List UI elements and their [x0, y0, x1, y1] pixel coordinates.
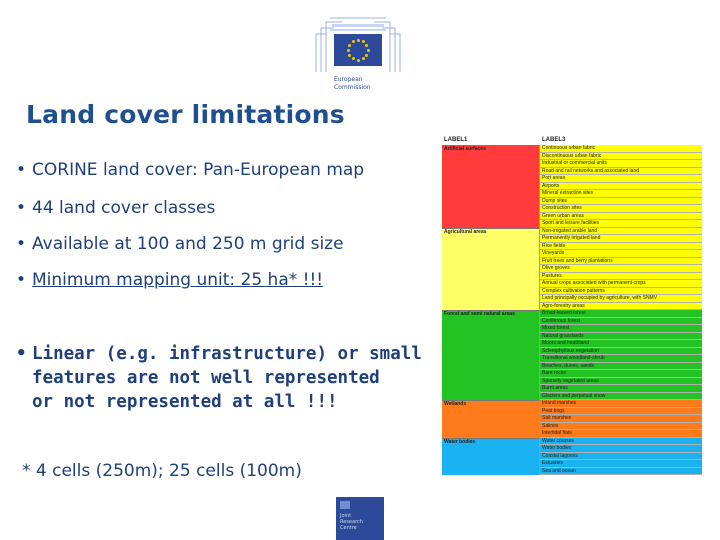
legend-level3-cell: Water courses [540, 438, 702, 446]
legend-level1-cell [442, 273, 540, 281]
legend-level1-cell [442, 288, 540, 296]
legend-level3-cell: Peat bogs [540, 408, 702, 416]
eu-star-icon [365, 44, 368, 47]
legend-level1-cell [442, 363, 540, 371]
legend-level1-cell [442, 205, 540, 213]
legend-level3-cell: Moors and heathland [540, 340, 702, 348]
bullet-item [16, 234, 344, 254]
european-commission-logo [312, 14, 404, 98]
bullet-glyph: • [16, 198, 27, 218]
legend-rows [442, 145, 702, 475]
legend-level3-cell: Discontinuous urban fabric [540, 153, 702, 161]
legend-level3-cell: Natural grasslands [540, 333, 702, 341]
bullet-text: 44 land cover classes [32, 198, 216, 218]
legend-row [442, 228, 702, 236]
legend-level1-cell [442, 423, 540, 431]
legend-level3-cell: Dump sites [540, 198, 702, 206]
legend-header-level1: LABEL1 [444, 137, 468, 143]
legend-row [442, 468, 702, 476]
legend-level1-cell: Artificial surfaces [442, 145, 540, 153]
legend-row [442, 385, 702, 393]
legend-level1-cell [442, 460, 540, 468]
legend-row [442, 325, 702, 333]
legend-row [442, 198, 702, 206]
legend-level3-cell: Glaciers and perpetual snow [540, 393, 702, 401]
bullet-text: Available at 100 and 250 m grid size [32, 234, 344, 254]
legend-row [442, 310, 702, 318]
legend-row [442, 333, 702, 341]
legend-level1-cell [442, 213, 540, 221]
legend-row [442, 205, 702, 213]
legend-level1-cell [442, 280, 540, 288]
legend-row [442, 265, 702, 273]
eu-flag-icon [334, 34, 382, 66]
legend-row [442, 183, 702, 191]
legend-level3-cell: Continuous urban fabric [540, 145, 702, 153]
bullet-item [16, 270, 323, 290]
legend-level1-cell: Agricultural areas [442, 228, 540, 236]
eu-star-icon [367, 49, 370, 52]
legend-row [442, 400, 702, 408]
legend-level1-cell [442, 243, 540, 251]
legend-level3-cell: Sea and ocean [540, 468, 702, 476]
jrc-logo-text: Joint Research Centre [340, 513, 363, 531]
bullet-glyph: • [16, 270, 27, 290]
bullet-line [16, 344, 422, 364]
legend-level1-cell [442, 385, 540, 393]
legend-row [442, 243, 702, 251]
bullet-item [16, 342, 436, 414]
legend-level1-cell [442, 168, 540, 176]
legend-level3-cell: Sport and leisure facilities [540, 220, 702, 228]
bullet-glyph: • [16, 160, 27, 180]
legend-level1-cell [442, 378, 540, 386]
legend-level1-cell [442, 198, 540, 206]
legend-level3-cell: Transitional woodland-shrub [540, 355, 702, 363]
legend-level1-cell [442, 408, 540, 416]
legend-row [442, 235, 702, 243]
legend-level3-cell: Sclerophyllous vegetation [540, 348, 702, 356]
eu-star-icon [357, 59, 360, 62]
legend-level1-cell [442, 325, 540, 333]
legend-level3-cell: Construction sites [540, 205, 702, 213]
legend-level1-cell [442, 468, 540, 476]
legend-level3-cell: Airports [540, 183, 702, 191]
legend-level3-cell: Water bodies [540, 445, 702, 453]
legend-row [442, 348, 702, 356]
legend-row [442, 288, 702, 296]
legend-level3-cell: Port areas [540, 175, 702, 183]
ec-logo-line-1: European [334, 76, 363, 83]
eu-star-icon [362, 57, 365, 60]
legend-level3-cell: Industrial or commercial units [540, 160, 702, 168]
legend-level3-cell: Green urban areas [540, 213, 702, 221]
legend-row [442, 318, 702, 326]
legend-level3-cell: Complex cultivation patterns [540, 288, 702, 296]
ec-logo-text [334, 76, 371, 92]
legend-level1-cell [442, 183, 540, 191]
bullet-line: features are not well represented [32, 368, 380, 388]
legend-row [442, 408, 702, 416]
legend-row [442, 370, 702, 378]
legend-level1-cell [442, 445, 540, 453]
legend-level3-cell: Inland marshes [540, 400, 702, 408]
legend-level3-cell: Beaches, dunes, sands [540, 363, 702, 371]
legend-row [442, 213, 702, 221]
bullet-line: or not represented at all !!! [32, 392, 338, 412]
legend-level1-cell: Forest and semi natural areas [442, 310, 540, 318]
legend-level3-cell: Pastures [540, 273, 702, 281]
legend-row [442, 295, 702, 303]
legend-level1-cell [442, 303, 540, 311]
legend-row [442, 168, 702, 176]
legend-row [442, 280, 702, 288]
legend-row [442, 438, 702, 446]
legend-level1-cell [442, 393, 540, 401]
bullet-text: Minimum mapping unit: 25 ha* !!! [32, 270, 324, 290]
eu-star-icon [362, 40, 365, 43]
eu-star-icon [352, 57, 355, 60]
legend-level1-cell: Water bodies [442, 438, 540, 446]
legend-level1-cell [442, 355, 540, 363]
legend-level3-cell: Mixed forest [540, 325, 702, 333]
eu-star-icon [347, 49, 350, 52]
legend-row [442, 460, 702, 468]
bullet-text: Linear (e.g. infrastructure) or small [32, 344, 422, 364]
eu-star-icon [352, 40, 355, 43]
legend-row [442, 160, 702, 168]
legend-level1-cell [442, 453, 540, 461]
legend-level1-cell [442, 190, 540, 198]
legend-level1-cell [442, 295, 540, 303]
legend-level3-cell: Bare rocks [540, 370, 702, 378]
legend-level1-cell [442, 348, 540, 356]
legend-level1-cell [442, 153, 540, 161]
legend-level3-cell: Mineral extraction sites [540, 190, 702, 198]
legend-row [442, 393, 702, 401]
legend-level1-cell [442, 333, 540, 341]
legend-level1-cell [442, 235, 540, 243]
legend-level3-cell: Broad-leaved forest [540, 310, 702, 318]
legend-row [442, 363, 702, 371]
eu-star-icon [348, 54, 351, 57]
ec-logo-line-2: Commission [334, 84, 371, 91]
legend-row [442, 153, 702, 161]
eu-star-icon [365, 54, 368, 57]
corine-legend-table [442, 136, 702, 475]
legend-level3-cell: Agro-forestry areas [540, 303, 702, 311]
legend-row [442, 175, 702, 183]
eu-star-icon [357, 39, 360, 42]
legend-level1-cell [442, 175, 540, 183]
legend-row [442, 340, 702, 348]
bullet-glyph: • [16, 234, 27, 254]
legend-level3-cell: Estuaries [540, 460, 702, 468]
legend-level1-cell [442, 430, 540, 438]
legend-level1-cell [442, 220, 540, 228]
legend-row [442, 430, 702, 438]
legend-row [442, 258, 702, 266]
legend-level1-cell [442, 265, 540, 273]
legend-level3-cell: Vineyards [540, 250, 702, 258]
legend-level3-cell: Intertidal flats [540, 430, 702, 438]
legend-level1-cell [442, 250, 540, 258]
legend-row [442, 355, 702, 363]
legend-header [442, 136, 702, 145]
legend-row [442, 250, 702, 258]
bullet-item [16, 160, 364, 180]
legend-row [442, 423, 702, 431]
legend-level3-cell: Road and rail networks and associated land [540, 168, 702, 176]
legend-row [442, 445, 702, 453]
eu-star-icon [348, 44, 351, 47]
legend-level1-cell [442, 370, 540, 378]
legend-level1-cell [442, 318, 540, 326]
legend-row [442, 273, 702, 281]
legend-level3-cell: Coniferous forest [540, 318, 702, 326]
legend-header-level3: LABEL3 [542, 137, 566, 143]
legend-level3-cell: Olive groves [540, 265, 702, 273]
legend-level1-cell [442, 160, 540, 168]
legend-level3-cell: Rice fields [540, 243, 702, 251]
legend-row [442, 303, 702, 311]
legend-row [442, 220, 702, 228]
legend-level3-cell: Annual crops associated with permanent crops [540, 280, 702, 288]
legend-row [442, 453, 702, 461]
legend-level3-cell: Coastal lagoons [540, 453, 702, 461]
legend-level3-cell: Land principally occupied by agriculture, with SNMV [540, 295, 702, 303]
legend-row [442, 378, 702, 386]
jrc-icon [340, 501, 350, 509]
legend-level1-cell [442, 340, 540, 348]
legend-level3-cell: Fruit trees and berry plantations [540, 258, 702, 266]
slide-title: Land cover limitations [26, 100, 345, 129]
legend-level3-cell: Permanently irrigated land [540, 235, 702, 243]
legend-level1-cell: Wetlands [442, 400, 540, 408]
legend-level1-cell [442, 415, 540, 423]
legend-row [442, 145, 702, 153]
legend-level1-cell [442, 258, 540, 266]
legend-level3-cell: Salt marshes [540, 415, 702, 423]
jrc-logo [336, 497, 384, 540]
legend-level3-cell: Sparsely vegetated areas [540, 378, 702, 386]
legend-level3-cell: Salines [540, 423, 702, 431]
bullet-item [16, 198, 215, 218]
bullet-glyph: • [16, 344, 27, 364]
legend-row [442, 415, 702, 423]
bullet-text: CORINE land cover: Pan-European map [32, 160, 365, 180]
legend-level3-cell: Non-irrigated arable land [540, 228, 702, 236]
legend-row [442, 190, 702, 198]
legend-level3-cell: Burnt areas [540, 385, 702, 393]
footnote: * 4 cells (250m); 25 cells (100m) [22, 461, 302, 481]
